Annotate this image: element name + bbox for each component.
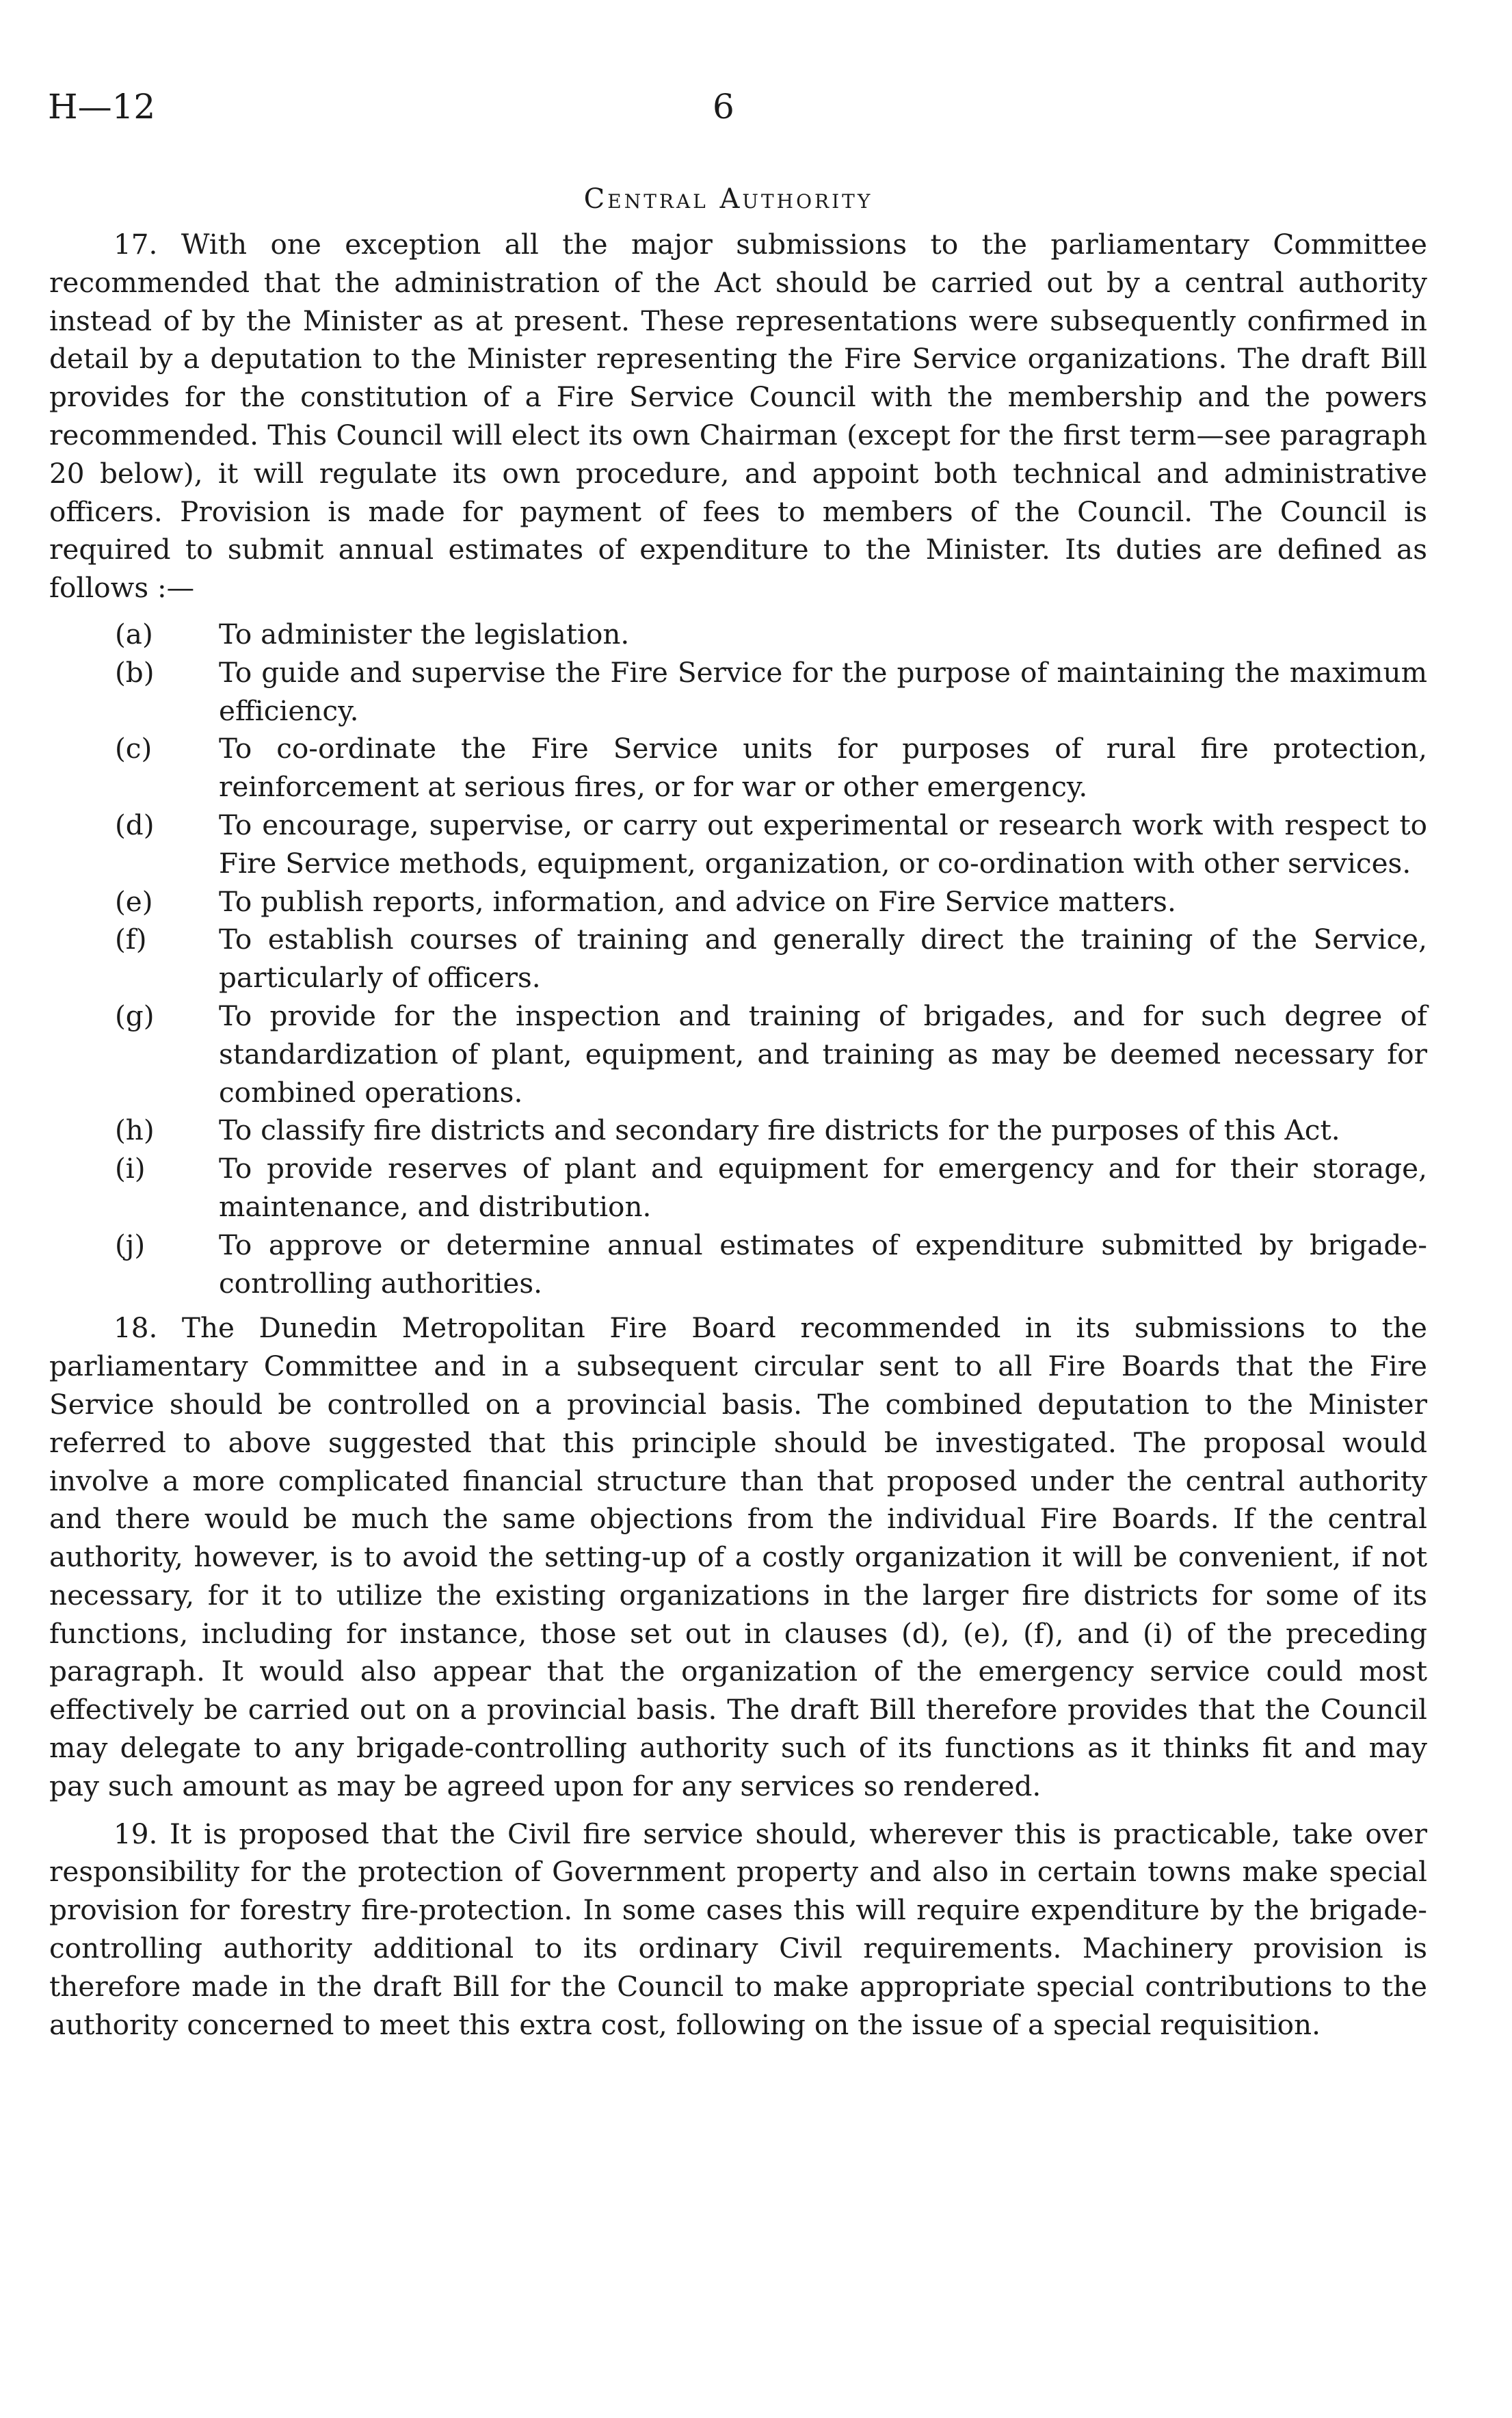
clause-label: (d) bbox=[115, 808, 155, 841]
clause-label: (h) bbox=[115, 1114, 155, 1147]
clause-text: To classify fire districts and secondary fire districts for the purposes of this Act. bbox=[219, 1114, 1340, 1147]
duties-list bbox=[49, 616, 1427, 1302]
page-number: 6 bbox=[713, 87, 734, 127]
list-item bbox=[49, 1150, 1427, 1226]
clause-text: To guide and supervise the Fire Service for the purpose of maintaining the maximum efficiency. bbox=[219, 655, 1427, 727]
list-item bbox=[49, 997, 1427, 1112]
clause-text: To encourage, supervise, or carry out experimental or research work with respect to Fire Service methods, equipment, organization, or co-ordination with other services. bbox=[219, 808, 1427, 880]
clause-label: (f) bbox=[115, 923, 147, 956]
section-heading: Central Authority bbox=[583, 183, 873, 215]
clause-text: To establish courses of training and generally direct the training of the Service, particularly of officers. bbox=[219, 923, 1427, 995]
clause-label: (b) bbox=[115, 655, 155, 689]
list-item bbox=[49, 806, 1427, 883]
list-item bbox=[49, 616, 1427, 654]
list-item bbox=[49, 654, 1427, 731]
list-item bbox=[49, 883, 1427, 921]
document-reference: H—12 bbox=[48, 87, 156, 127]
paragraph-19: 19. It is proposed that the Civil fire service should, wherever this is practicable, take over responsibility for the protection of Government property and also in certain towns make special provision for forestry fire-protection. In some cases this will require expenditure by the brigade-controlling authority additional to its ordinary Civil requirements. Machinery provision is therefore made in the draft Bill for the Council to make appropriate special contributions to the authority concerned to meet this extra cost, following on the issue of a special requisition. bbox=[49, 1817, 1427, 2041]
paragraph-17: 17. With one exception all the major submissions to the parliamentary Committee recommended that the administration of the Act should be carried out by a central authority instead of by the Minister as at present. These representations were subsequently confirmed in detail by a deputation to the Minister representing the Fire Service organizations. The draft Bill provides for the constitution of a Fire Service Council with the membership and the powers recommended. This Council will elect its own Chairman (except for the first term—see paragraph 20 below), it will regulate its own procedure, and appoint both technical and administrative officers. Provision is made for payment of fees to members of the Council. The Council is required to submit annual estimates of expenditure to the Minister. Its duties are defined as follows :— bbox=[49, 228, 1427, 605]
list-item bbox=[49, 1112, 1427, 1150]
clause-label: (g) bbox=[115, 999, 155, 1032]
clause-text: To publish reports, information, and advice on Fire Service matters. bbox=[219, 884, 1176, 918]
clause-text: To provide reserves of plant and equipment for emergency and for their storage, maintenance, and distribution. bbox=[219, 1152, 1427, 1223]
clause-label: (j) bbox=[115, 1228, 146, 1261]
list-item bbox=[49, 1226, 1427, 1303]
clause-text: To co-ordinate the Fire Service units for purposes of rural fire protection, reinforcement at serious fires, or for war or other emergency. bbox=[219, 732, 1427, 804]
clause-text: To approve or determine annual estimates of expenditure submitted by brigade-controlling authorities. bbox=[219, 1228, 1427, 1300]
clause-label: (i) bbox=[115, 1152, 146, 1185]
paragraph-18: 18. The Dunedin Metropolitan Fire Board recommended in its submissions to the parliamentary Committee and in a subsequent circular sent to all Fire Boards that the Fire Service should be controlled on a provincial basis. The combined deputation to the Minister referred to above suggested that this principle should be investigated. The proposal would involve a more complicated financial structure than that proposed under the central authority and there would be much the same objections from the individual Fire Boards. If the central authority, however, is to avoid the setting-up of a costly organization it will be convenient, if not necessary, for it to utilize the existing organizations in the larger fire districts for some of its functions, including for instance, those set out in clauses (d), (e), (f), and (i) of the preceding paragraph. It would also appear that the organization of the emergency service could most effectively be carried out on a provincial basis. The draft Bill therefore provides that the Council may delegate to any brigade-controlling authority such of its functions as it thinks fit and may pay such amount as may be agreed upon for any services so rendered. bbox=[49, 1311, 1427, 1802]
clause-text: To provide for the inspection and training of brigades, and for such degree of standardization of plant, equipment, and training as may be deemed necessary for combined operations. bbox=[219, 999, 1427, 1109]
list-item bbox=[49, 921, 1427, 997]
body-text bbox=[49, 226, 1427, 2044]
clause-text: To administer the legislation. bbox=[219, 617, 630, 651]
clause-label: (a) bbox=[115, 617, 153, 651]
list-item bbox=[49, 730, 1427, 806]
clause-label: (e) bbox=[115, 884, 153, 918]
clause-label: (c) bbox=[115, 732, 152, 765]
